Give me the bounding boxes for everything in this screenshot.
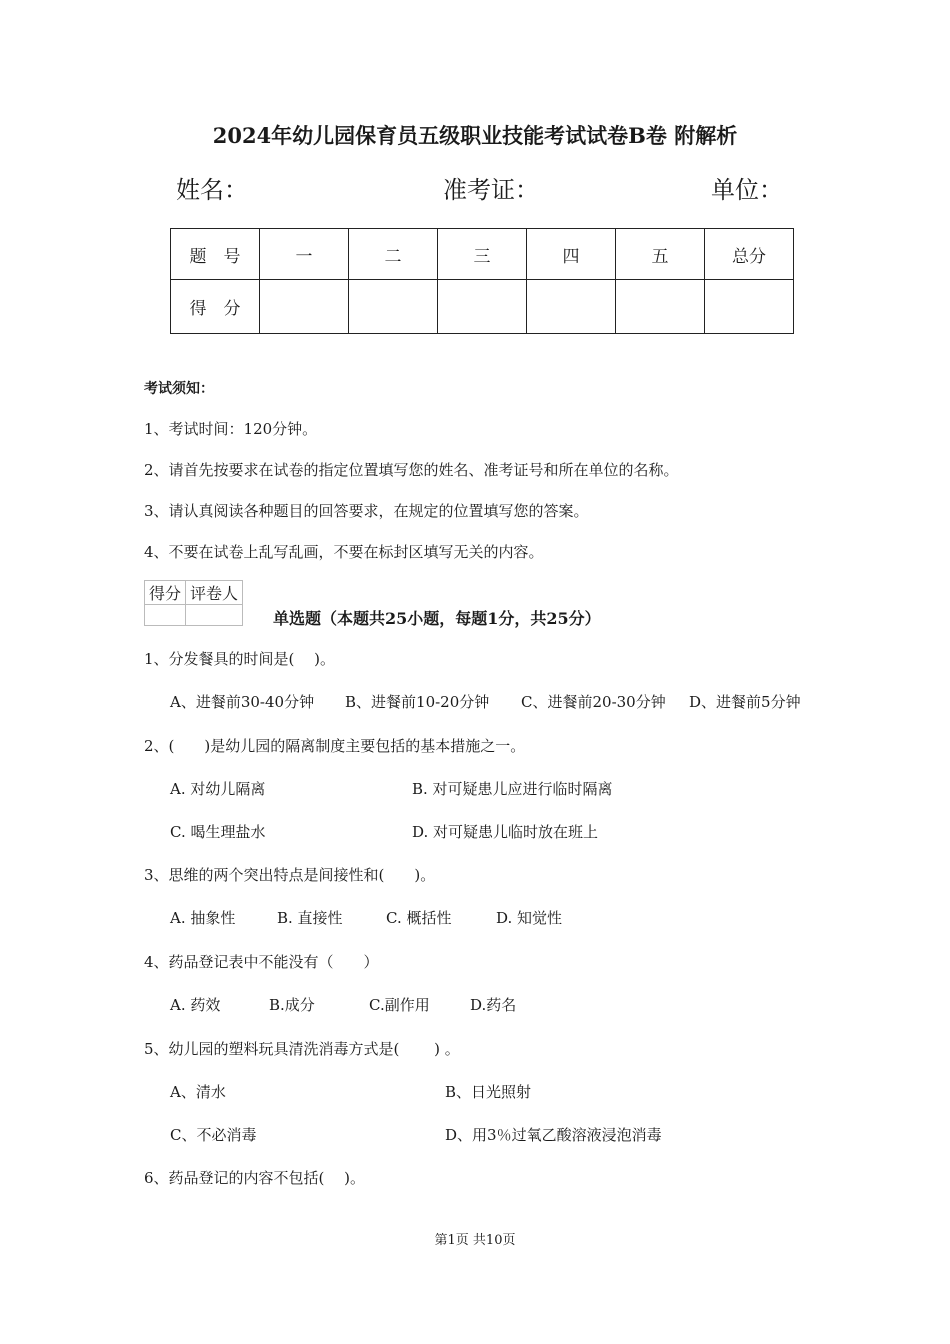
question-4-option-d[interactable]: D.药名: [470, 996, 517, 1014]
question-1-stem: 1、分发餐具的时间是( )。: [144, 650, 336, 668]
score-table-header-5: 五: [616, 229, 705, 280]
name-field-label: 姓名：: [176, 176, 248, 204]
note-item: 4、不要在试卷上乱写乱画，不要在标封区填写无关的内容。: [144, 543, 544, 561]
score-table-header-1: 一: [260, 229, 349, 280]
score-table-header-total: 总分: [705, 229, 794, 280]
score-table-header-4: 四: [527, 229, 616, 280]
question-5-option-c[interactable]: C、不必消毒: [170, 1126, 257, 1144]
exam-id-field-label: 准考证：: [443, 176, 539, 204]
question-4-option-a[interactable]: A. 药效: [170, 996, 221, 1014]
score-table-header-label: 题 号: [171, 229, 260, 280]
note-item: 2、请首先按要求在试卷的指定位置填写您的姓名、准考证号和所在单位的名称。: [144, 461, 679, 479]
note-item: 3、请认真阅读各种题目的回答要求，在规定的位置填写您的答案。: [144, 502, 589, 520]
question-4-option-c[interactable]: C.副作用: [369, 996, 430, 1014]
section-title: 单选题（本题共25小题，每题1分，共25分）: [273, 609, 601, 628]
score-cell-2[interactable]: [349, 280, 438, 334]
question-2-option-a[interactable]: A. 对幼儿隔离: [170, 780, 266, 798]
grader-name-cell[interactable]: [186, 605, 243, 626]
question-5-option-b[interactable]: B、日光照射: [445, 1083, 532, 1101]
question-1-option-d[interactable]: D、进餐前5分钟: [689, 693, 801, 711]
question-5-stem: 5、幼儿园的塑料玩具清洗消毒方式是( ) 。: [144, 1040, 460, 1058]
question-1-option-a[interactable]: A、进餐前30-40分钟: [170, 693, 315, 711]
unit-field-label: 单位：: [711, 176, 783, 204]
score-table-header-2: 二: [349, 229, 438, 280]
score-table-score-label: 得 分: [171, 280, 260, 334]
notes-heading: 考试须知：: [144, 381, 214, 397]
note-item: 1、考试时间：120分钟。: [144, 420, 318, 438]
grader-table: [144, 580, 243, 626]
question-3-option-a[interactable]: A. 抽象性: [170, 909, 236, 927]
score-cell-1[interactable]: [260, 280, 349, 334]
question-4-stem: 4、药品登记表中不能没有（ ）: [144, 953, 379, 971]
page-footer: 第1页 共10页: [434, 1233, 516, 1248]
question-3-option-d[interactable]: D. 知觉性: [496, 909, 563, 927]
question-3-option-b[interactable]: B. 直接性: [277, 909, 343, 927]
question-2-option-b[interactable]: B. 对可疑患儿应进行临时隔离: [412, 780, 613, 798]
score-cell-4[interactable]: [527, 280, 616, 334]
question-6-stem: 6、药品登记的内容不包括( )。: [144, 1169, 366, 1187]
question-2-option-c[interactable]: C. 喝生理盐水: [170, 823, 266, 841]
document-title: 2024年幼儿园保育员五级职业技能考试试卷B卷 附解析: [212, 123, 738, 148]
score-cell-3[interactable]: [438, 280, 527, 334]
question-3-option-c[interactable]: C. 概括性: [386, 909, 452, 927]
question-3-stem: 3、思维的两个突出特点是间接性和( )。: [144, 866, 436, 884]
question-1-option-b[interactable]: B、进餐前10-20分钟: [345, 693, 490, 711]
score-cell-5[interactable]: [616, 280, 705, 334]
question-4-option-b[interactable]: B.成分: [269, 996, 315, 1014]
score-table: [170, 228, 794, 334]
score-table-header-3: 三: [438, 229, 527, 280]
question-1-option-c[interactable]: C、进餐前20-30分钟: [521, 693, 666, 711]
score-cell-total[interactable]: [705, 280, 794, 334]
question-5-option-a[interactable]: A、清水: [170, 1083, 226, 1101]
grader-table-grader-label: 评卷人: [186, 581, 243, 605]
question-2-stem: 2、( )是幼儿园的隔离制度主要包括的基本措施之一。: [144, 737, 526, 755]
question-5-option-d[interactable]: D、用3％过氧乙酸溶液浸泡消毒: [445, 1126, 662, 1144]
grader-table-score-label: 得分: [145, 581, 186, 605]
grader-score-cell[interactable]: [145, 605, 186, 626]
question-2-option-d[interactable]: D. 对可疑患儿临时放在班上: [412, 823, 599, 841]
